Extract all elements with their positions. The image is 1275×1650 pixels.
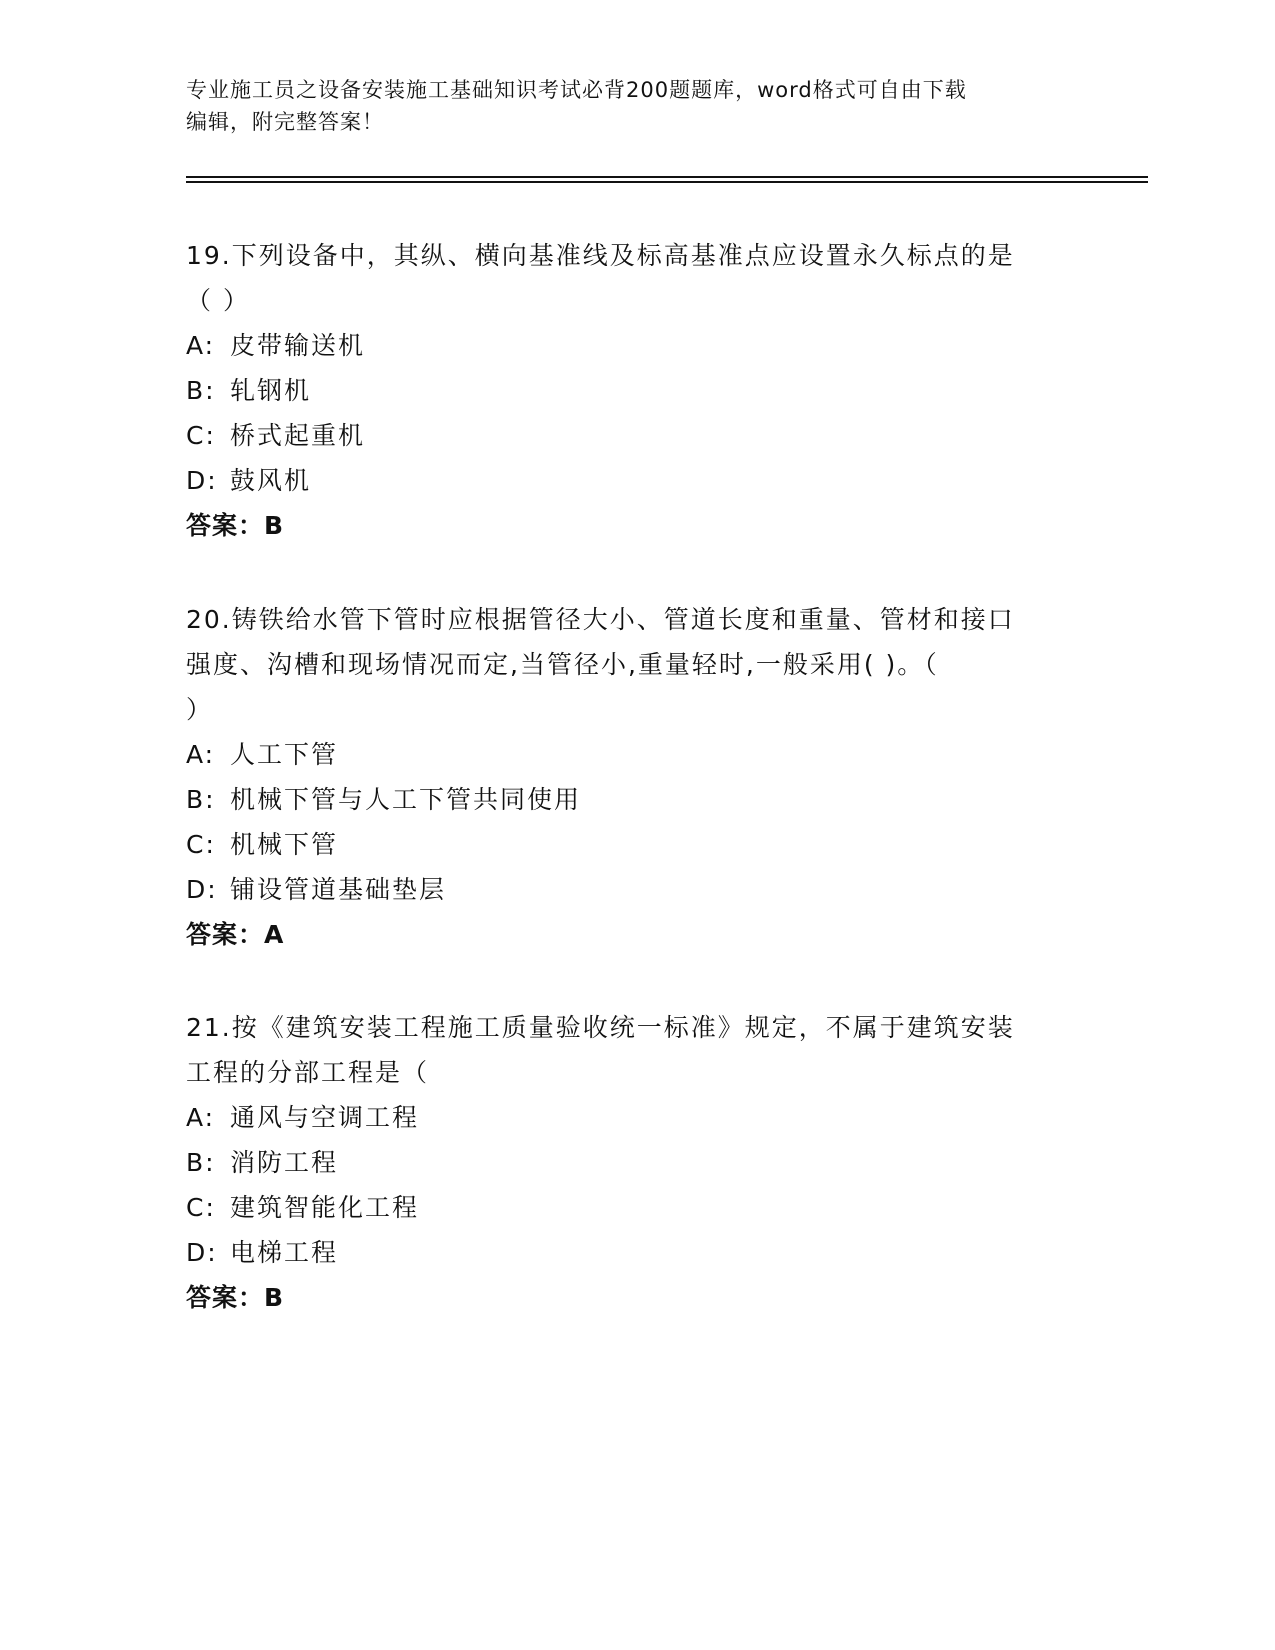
question-stem-line: 21.按《建筑安装工程施工质量验收统一标准》规定，不属于建筑安装	[186, 1013, 1015, 1042]
option-key: D:	[186, 1238, 218, 1267]
option-d	[186, 1230, 1086, 1275]
option-text: 机械下管	[230, 830, 339, 859]
question-19	[186, 233, 1086, 548]
question-20	[186, 597, 1086, 957]
option-key: C:	[186, 830, 216, 859]
option-a	[186, 1095, 1086, 1140]
header-title-line-2: 编辑，附完整答案！	[186, 110, 384, 134]
option-key: A:	[186, 740, 216, 769]
answer-line: 答案：B	[186, 1283, 285, 1312]
option-key: D:	[186, 466, 218, 495]
option-b	[186, 1140, 1086, 1185]
option-text: 皮带输送机	[230, 331, 366, 360]
option-text: 鼓风机	[230, 466, 312, 495]
option-key: B:	[186, 785, 216, 814]
option-key: B:	[186, 376, 216, 405]
document-header	[186, 74, 1086, 138]
option-text: 机械下管与人工下管共同使用	[230, 785, 582, 814]
option-text: 轧钢机	[230, 376, 312, 405]
question-stem-line: （ ）	[186, 286, 250, 315]
option-text: 建筑智能化工程	[230, 1193, 420, 1222]
option-c	[186, 413, 1086, 458]
option-d	[186, 867, 1086, 912]
option-text: 电梯工程	[230, 1238, 339, 1267]
option-key: B:	[186, 1148, 216, 1177]
option-text: 铺设管道基础垫层	[230, 875, 447, 904]
question-stem-line: 工程的分部工程是（	[186, 1058, 430, 1087]
option-b	[186, 777, 1086, 822]
option-key: A:	[186, 1103, 216, 1132]
question-21	[186, 1005, 1086, 1320]
option-key: C:	[186, 421, 216, 450]
option-a	[186, 732, 1086, 777]
question-stem-line: 19.下列设备中，其纵、横向基准线及标高基准点应设置永久标点的是	[186, 241, 1015, 270]
option-key: C:	[186, 1193, 216, 1222]
option-a	[186, 323, 1086, 368]
option-key: A:	[186, 331, 216, 360]
answer-line: 答案：A	[186, 920, 285, 949]
option-text: 人工下管	[230, 740, 339, 769]
header-divider-bottom	[186, 181, 1148, 183]
question-stem-line: 强度、沟槽和现场情况而定,当管径小,重量轻时,一般采用( )。（	[186, 650, 939, 679]
option-text: 消防工程	[230, 1148, 339, 1177]
header-title-line-1: 专业施工员之设备安装施工基础知识考试必背200题题库，word格式可自由下载	[186, 78, 967, 102]
option-c	[186, 822, 1086, 867]
option-key: D:	[186, 875, 218, 904]
option-c	[186, 1185, 1086, 1230]
option-b	[186, 368, 1086, 413]
option-text: 通风与空调工程	[230, 1103, 420, 1132]
option-text: 桥式起重机	[230, 421, 366, 450]
answer-line: 答案：B	[186, 511, 285, 540]
question-stem-line: ）	[186, 695, 214, 724]
question-stem-line: 20.铸铁给水管下管时应根据管径大小、管道长度和重量、管材和接口	[186, 605, 1015, 634]
header-divider-top	[186, 176, 1148, 178]
option-d	[186, 458, 1086, 503]
